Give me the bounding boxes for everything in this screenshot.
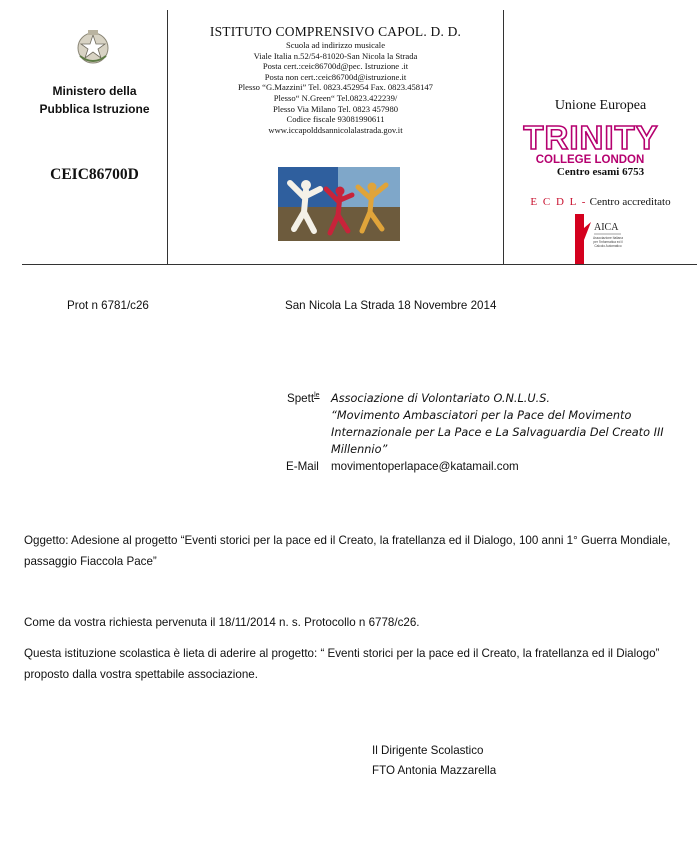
centro-esami: Centro esami 6753 — [556, 166, 645, 178]
school-line: Posta non cert.:ceic86700d@istruzione.it — [264, 71, 407, 82]
body-paragraph-2: Questa istituzione scolastica è lieta di aderire al progetto: “ Eventi storici per la pace ed il Creato, la fratellanza ed il Dialogo” proposto dalla vostra spettabile associazione. — [24, 647, 660, 681]
school-line: www.iccapolddsannicolalastrada.gov.it — [268, 124, 403, 135]
school-line: Plesso “G.Mazzini” Tel. 0823.452954 Fax. 0823.458147 — [238, 82, 433, 93]
svg-text:AICA: AICA — [594, 222, 619, 233]
aica-subtitle: Associazione Italiana per l'Informatica ed il Calcolo Automatico — [593, 236, 623, 248]
ecdl-label: E C D L - — [530, 196, 587, 208]
school-code: CEIC86700D — [50, 166, 139, 183]
aica-logo — [575, 214, 623, 264]
school-name: ISTITUTO COMPRENSIVO CAPOL. D. D. — [209, 24, 462, 39]
unione-europea-label: Unione Europea — [554, 98, 647, 113]
letterhead — [22, 10, 697, 265]
school-line: Plesso“ N.Green“ Tel.0823.422239/ — [273, 92, 398, 103]
recipient-line-3: Internazionale per La Pace e La Salvaguardia Del Creato III — [331, 426, 664, 439]
dancing-figures-image — [278, 167, 400, 241]
signature-name: FTO Antonia Mazzarella — [372, 764, 497, 777]
subject-paragraph: Oggetto: Adesione al progetto “Eventi storici per la pace ed il Creato, la fratellanza ed il Dialogo, 100 anni 1° Guerra Mondiale, passaggio Fiaccola Pace” — [24, 534, 671, 568]
ministry-name — [22, 82, 167, 118]
ecdl-accredited: Centro accreditato — [586, 196, 671, 208]
spett-text: Spett — [287, 392, 315, 405]
school-line: Viale Italia n.52/54-81020-San Nicola la Strada — [253, 50, 418, 61]
spett-superscript: le — [314, 392, 320, 400]
recipient-email: movimentoperlapace@katamail.com — [331, 460, 519, 473]
svg-text:TRINITY: TRINITY — [523, 119, 659, 156]
italian-emblem-icon — [75, 28, 111, 66]
trinity-college-logo — [515, 117, 667, 167]
recipient-line-1: Associazione di Volontariato O.N.L.U.S. — [331, 392, 551, 405]
school-column — [168, 10, 503, 264]
protocol-number: Prot n 6781/c26 — [67, 299, 149, 312]
recipient-line-2: “Movimento Ambasciatori per la Pace del Movimento — [331, 409, 632, 422]
ecdl-line — [504, 196, 697, 208]
signature-role: Il Dirigente Scolastico — [372, 744, 484, 757]
certifications-column — [504, 10, 697, 264]
school-line: Codice fiscale 93081990611 — [286, 114, 385, 125]
school-line: Posta cert.:ceic86700d@pec. Istruzione .it — [262, 61, 409, 72]
spett-label — [287, 392, 320, 405]
school-line: Scuola ad indirizzo musicale — [285, 40, 386, 50]
email-label: E-Mail — [286, 460, 319, 473]
recipient-line-4: Millennio” — [331, 443, 388, 456]
place-date: San Nicola La Strada 18 Novembre 2014 — [285, 299, 497, 312]
school-line: Plesso Via Milano Tel. 0823 457980 — [272, 103, 399, 114]
ministry-line-2: Pubblica Istruzione — [39, 102, 150, 116]
ministry-column — [22, 10, 167, 264]
svg-text:COLLEGE LONDON: COLLEGE LONDON — [535, 154, 645, 166]
school-contact-lines — [168, 40, 503, 135]
body-paragraph-1: Come da vostra richiesta pervenuta il 18/11/2014 n. s. Protocollo n 6778/c26. — [24, 616, 420, 629]
ministry-line-1: Ministero della — [52, 84, 137, 98]
